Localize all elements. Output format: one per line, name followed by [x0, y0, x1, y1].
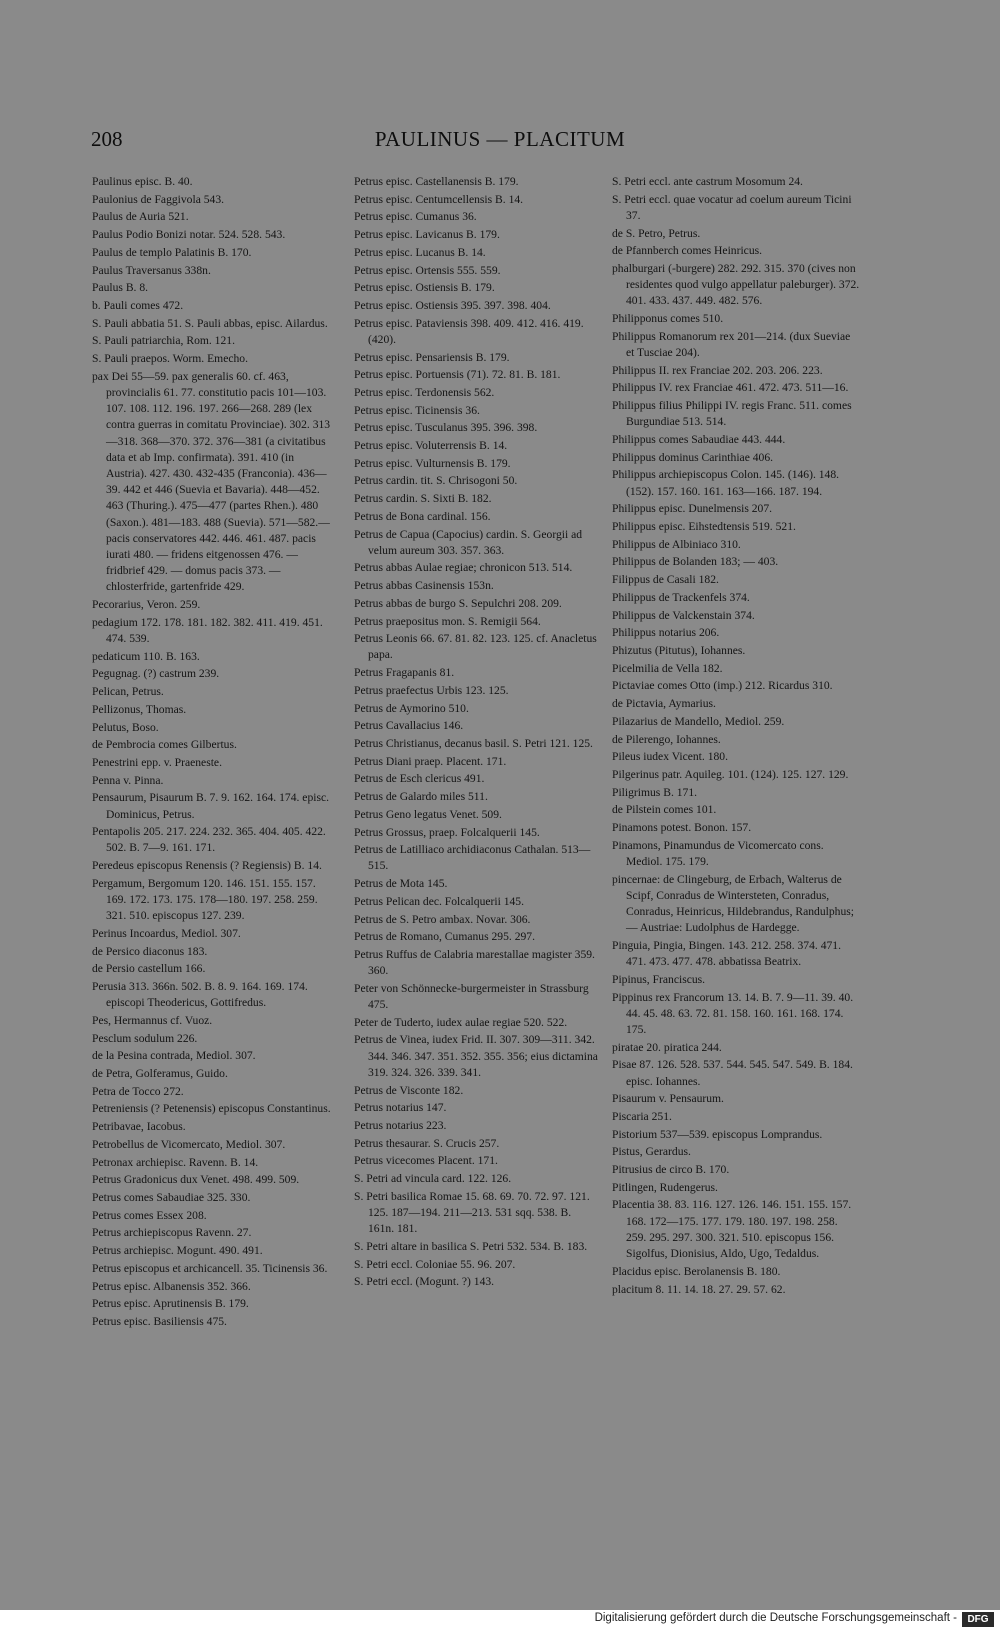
- index-entry: Pictaviae comes Otto (imp.) 212. Ricardus 310.: [612, 679, 833, 693]
- index-entry: b. Pauli comes 472.: [92, 298, 184, 312]
- index-entry: pincernae: de Clingeburg, de Erbach, Walterus de Scipf, Conradus de Wintersteten, Conradus, Conradus, Heinricus, Hildebrandus, Randulphus; — Austriae: Ludolphus de Hardegge.: [612, 872, 854, 935]
- index-entry: Pinguia, Pingia, Bingen. 143. 212. 258. 374. 471. 471. 473. 477. 478. abbatissa Beatrix.: [612, 938, 841, 969]
- index-entry: de S. Petro, Petrus.: [612, 226, 701, 240]
- index-entry: Piligrimus B. 171.: [612, 785, 698, 799]
- index-entry: Paulus de Auria 521.: [92, 210, 189, 224]
- index-entry: Picelmilia de Vella 182.: [612, 661, 723, 675]
- index-entry: Peredeus episcopus Renensis (? Regiensis) B. 14.: [92, 859, 322, 873]
- index-entry: Petra de Tocco 272.: [92, 1084, 184, 1098]
- index-entry: Petrus de Capua (Capocius) cardin. S. Georgii ad velum aureum 303. 357. 363.: [354, 527, 583, 557]
- index-entry: Pileus iudex Vicent. 180.: [612, 750, 728, 764]
- index-entry: Philippus dominus Carinthiae 406.: [612, 450, 774, 464]
- index-entry: Petrus archiepisc. Mogunt. 490. 491.: [92, 1244, 263, 1258]
- index-entry: de Pilstein comes 101.: [612, 803, 717, 817]
- index-entry: Penestrini epp. v. Praeneste.: [92, 755, 222, 769]
- index-entry: Petrus episc. Castellanensis B. 179.: [354, 175, 519, 188]
- index-entry: Philippus II. rex Franciae 202. 203. 206. 223.: [612, 363, 823, 377]
- index-entry: Petrus episc. Voluterrensis B. 14.: [354, 439, 508, 453]
- index-column-3: [612, 174, 860, 1299]
- index-entry: Petrus episc. Centumcellensis B. 14.: [354, 192, 524, 206]
- index-entry: Petrus thesaurar. S. Crucis 257.: [354, 1136, 500, 1150]
- index-entry: Pensaurum, Pisaurum B. 7. 9. 162. 164. 174. episc. Dominicus, Petrus.: [92, 791, 330, 821]
- index-entry: Pilazarius de Mandello, Mediol. 259.: [612, 714, 785, 728]
- index-entry: Phizutus (Pitutus), Iohannes.: [612, 643, 746, 657]
- index-entry: Pilgerinus patr. Aquileg. 101. (124). 125. 127. 129.: [612, 767, 849, 781]
- index-entry: S. Pauli praepos. Worm. Emecho.: [92, 352, 248, 366]
- index-entry: Petrus de Mota 145.: [354, 877, 448, 891]
- index-entry: Pelutus, Boso.: [92, 720, 159, 734]
- index-entry: Pipinus, Franciscus.: [612, 972, 706, 986]
- index-entry: Petrus de Esch clericus 491.: [354, 772, 485, 786]
- index-entry: Petrus episc. Basiliensis 475.: [92, 1314, 227, 1328]
- index-entry: de Persico diaconus 183.: [92, 944, 208, 958]
- index-entry: S. Pauli abbatia 51. S. Pauli abbas, episc. Ailardus.: [92, 316, 328, 330]
- index-entry: Petrus praefectus Urbis 123. 125.: [354, 683, 509, 697]
- index-entry: Petrus de Visconte 182.: [354, 1083, 464, 1097]
- index-entry: Petrus abbas de burgo S. Sepulchri 208. 209.: [354, 596, 562, 610]
- index-entry: Petrus de Galardo miles 511.: [354, 790, 488, 804]
- index-entry: phalburgari (-burgere) 282. 292. 315. 370 (cives non residentes quod vulgo appellatur paleburger). 372. 401. 433. 437. 449. 482. 576.: [612, 262, 860, 308]
- index-entry: Petrus Cavallacius 146.: [354, 719, 464, 733]
- index-entry: Philippus notarius 206.: [612, 626, 720, 640]
- index-entry: Petrus episc. Cumanus 36.: [354, 210, 477, 224]
- index-entry: Placidus episc. Berolanensis B. 180.: [612, 1264, 781, 1278]
- index-entry: de Pictavia, Aymarius.: [612, 697, 716, 711]
- index-entry: Petrus episc. Portuensis (71). 72. 81. B. 181.: [354, 368, 561, 382]
- index-entry: Philippus de Bolanden 183; — 403.: [612, 555, 779, 569]
- index-entry: Philippus archiepiscopus Colon. 145. (146). 148. (152). 157. 160. 161. 163—166. 187. 194.: [612, 468, 840, 498]
- index-entry: Petrus praepositus mon. S. Remigii 564.: [354, 614, 541, 628]
- index-column-1: [92, 174, 337, 1332]
- index-entry: piratae 20. piratica 244.: [612, 1040, 722, 1054]
- index-entry: Pegugnag. (?) castrum 239.: [92, 667, 220, 681]
- index-entry: Petrus episc. Pensariensis B. 179.: [354, 350, 510, 364]
- index-entry: Petrus episcopus et archicancell. 35. Ticinensis 36.: [92, 1261, 328, 1275]
- index-entry: Petrus Fragapanis 81.: [354, 666, 455, 680]
- index-entry: Pesclum sodulum 226.: [92, 1031, 198, 1045]
- index-entry: Petrus de Romano, Cumanus 295. 297.: [354, 930, 535, 944]
- index-entry: Philippus episc. Eihstedtensis 519. 521.: [612, 520, 796, 534]
- index-entry: Pes, Hermannus cf. Vuoz.: [92, 1013, 213, 1027]
- index-entry: Petreniensis (? Petenensis) episcopus Constantinus.: [92, 1102, 331, 1116]
- index-entry: Penna v. Pinna.: [92, 773, 164, 787]
- index-entry: Paulonius de Faggivola 543.: [92, 192, 225, 206]
- index-entry: Petrus episc. Lucanus B. 14.: [354, 245, 486, 259]
- index-entry: Pisae 87. 126. 528. 537. 544. 545. 547. 549. B. 184. episc. Iohannes.: [612, 1058, 853, 1088]
- index-entry: Petrus Leonis 66. 67. 81. 82. 123. 125. cf. Anacletus papa.: [354, 632, 597, 662]
- index-entry: Petribavae, Iacobus.: [92, 1120, 186, 1134]
- index-entry: Petrus Diani praep. Placent. 171.: [354, 754, 507, 768]
- index-entry: Perusia 313. 366n. 502. B. 8. 9. 164. 169. 174. episcopi Theodericus, Gottifredus.: [92, 980, 308, 1010]
- index-entry: Petrus episc. Aprutinensis B. 179.: [92, 1297, 249, 1311]
- index-entry: Petrus Ruffus de Calabria marestallae magister 359. 360.: [354, 947, 595, 978]
- index-entry: de Petra, Golferamus, Guido.: [92, 1067, 228, 1081]
- index-entry: Piscaria 251.: [612, 1109, 672, 1123]
- index-entry: Pitrusius de circo B. 170.: [612, 1163, 730, 1177]
- index-entry: S. Petri eccl. quae vocatur ad coelum aureum Ticini 37.: [612, 192, 852, 222]
- index-entry: Pistorium 537—539. episcopus Lomprandus.: [612, 1127, 823, 1141]
- index-entry: Philippus episc. Dunelmensis 207.: [612, 502, 773, 516]
- index-entry: Peter von Schönnecke-burgermeister in Strassburg 475.: [354, 981, 589, 1012]
- index-entry: Pergamum, Bergomum 120. 146. 151. 155. 157. 169. 172. 173. 175. 178—180. 197. 258. 259. 321. 510. episcopus 127. 239.: [92, 876, 318, 923]
- index-entry: S. Petri eccl. ante castrum Mosomum 24.: [612, 175, 803, 188]
- index-entry: Paulinus episc. B. 40.: [92, 175, 193, 188]
- index-entry: Petrus episc. Ortensis 555. 559.: [354, 263, 501, 277]
- running-head: PAULINUS — PLACITUM: [374, 127, 626, 151]
- index-entry: Petrus Grossus, praep. Folcalquerii 145.: [354, 825, 540, 839]
- index-entry: Petrus episc. Lavicanus B. 179.: [354, 228, 500, 242]
- index-entry: pedaticum 110. B. 163.: [92, 649, 200, 663]
- index-entry: de Pilerengo, Iohannes.: [612, 732, 721, 746]
- index-column-2: [354, 174, 600, 1292]
- index-entry: Philippus de Trackenfels 374.: [612, 590, 750, 604]
- index-entry: Philippus de Albiniaco 310.: [612, 537, 741, 551]
- index-entry: de la Pesina contrada, Mediol. 307.: [92, 1049, 256, 1063]
- index-entry: Pisaurum v. Pensaurum.: [612, 1092, 724, 1106]
- index-entry: Petrus de Latilliaco archidiaconus Cathalan. 513—515.: [354, 843, 591, 873]
- index-entry: Pitlingen, Rudengerus.: [612, 1180, 718, 1194]
- index-entry: Pippinus rex Francorum 13. 14. B. 7. 9—11. 39. 40. 44. 45. 48. 63. 72. 81. 158. 160. 161. 168. 174. 175.: [612, 990, 854, 1036]
- index-entry: Pelican, Petrus.: [92, 685, 164, 699]
- index-entry: Placentia 38. 83. 116. 127. 126. 146. 151. 155. 157. 168. 172—175. 177. 179. 180. 197. 198. 258. 259. 295. 297. 300. 321. 510. episcopus 156. Sigolfus, Dionisius, Aldo, Ugo, Tedaldus.: [612, 1198, 852, 1261]
- index-entry: Paulus Traversanus 338n.: [92, 263, 211, 277]
- index-entry: Petrus Geno legatus Venet. 509.: [354, 807, 502, 821]
- index-entry: Petrus archiepiscopus Ravenn. 27.: [92, 1226, 252, 1240]
- index-entry: S. Petri basilica Romae 15. 68. 69. 70. 72. 97. 121. 125. 187—194. 211—213. 531 sqq. 538. B. 161n. 181.: [354, 1189, 590, 1236]
- index-entry: Petrus de Vinea, iudex Frid. II. 307. 309—311. 342. 344. 346. 347. 351. 352. 355. 356; eius dictamina 319. 324. 326. 339. 341.: [354, 1033, 598, 1079]
- index-entry: Petrus notarius 147.: [354, 1101, 447, 1115]
- dfg-logo-icon: DFG: [962, 1612, 994, 1627]
- index-entry: Philippus IV. rex Franciae 461. 472. 473. 511—16.: [612, 381, 849, 395]
- index-entry: pax Dei 55—59. pax generalis 60. cf. 463, provincialis 61. 77. constitutio pacis 101—103. 107. 108. 112. 196. 197. 266—268. 289 (lex contra guerras in comitatu Provinciae). 302. 313—318. 368—370. 372. 376—381 (a civitatibus data et ab Imp. confirmata). 391. 410 (in Austria). 427. 430. 432-435 (Franconia). 436—39. 442 et 446 (Suevia et Bavaria). 448—452. 463 (Thuring.). 475—477 (partes Rhen.). 480 (Saxon.). 481—183. 488 (Suevia). 571—582.— pacis conservatores 442. 446. 461. 487. pacis iurati 480. — fridens eitgenossen 476. — fridbrief 429. — domus pacis 373. — chlosterfride, gartenfride 429.: [92, 369, 331, 594]
- index-entry: Pinamons, Pinamundus de Vicomercato cons. Mediol. 175. 179.: [612, 838, 824, 868]
- index-entry: Petrus cardin. tit. S. Chrisogoni 50.: [354, 474, 518, 488]
- index-entry: S. Petri altare in basilica S. Petri 532. 534. B. 183.: [354, 1239, 588, 1253]
- index-entry: pedagium 172. 178. 181. 182. 382. 411. 419. 451. 474. 539.: [92, 615, 323, 645]
- index-entry: Petrus vicecomes Placent. 171.: [354, 1154, 498, 1168]
- index-entry: S. Pauli patriarchia, Rom. 121.: [92, 334, 235, 348]
- index-entry: Petrus comes Sabaudiae 325. 330.: [92, 1190, 251, 1204]
- index-entry: Petrus de Bona cardinal. 156.: [354, 509, 491, 523]
- index-entry: Petrus abbas Casinensis 153n.: [354, 579, 494, 593]
- funding-credit: Digitalisierung gefördert durch die Deutsche Forschungsgemeinschaft -: [594, 1612, 957, 1624]
- index-entry: Petrus episc. Vulturnensis B. 179.: [354, 456, 511, 470]
- index-entry: Pinamons potest. Bonon. 157.: [612, 821, 752, 835]
- index-entry: de Persio castellum 166.: [92, 962, 206, 976]
- index-entry: Petrus abbas Aulae regiae; chronicon 513. 514.: [354, 561, 573, 575]
- index-entry: de Pfannberch comes Heinricus.: [612, 244, 763, 258]
- index-entry: Petrus episc. Terdonensis 562.: [354, 385, 495, 399]
- page-number: 208: [91, 127, 123, 151]
- index-entry: Petrus cardin. S. Sixti B. 182.: [354, 492, 492, 506]
- index-entry: Paulus de templo Palatinis B. 170.: [92, 245, 252, 259]
- index-entry: Petrobellus de Vicomercato, Mediol. 307.: [92, 1137, 286, 1151]
- digitization-footer: [0, 1610, 1000, 1631]
- index-entry: S. Petri ad vincula card. 122. 126.: [354, 1172, 512, 1186]
- index-entry: Philipponus comes 510.: [612, 312, 724, 326]
- index-entry: Philippus de Valckenstain 374.: [612, 608, 755, 622]
- index-entry: Philippus filius Philippi IV. regis Franc. 511. comes Burgundiae 513. 514.: [612, 399, 852, 429]
- index-entry: Petrus episc. Ostiensis B. 179.: [354, 281, 495, 295]
- index-entry: Petrus episc. Ostiensis 395. 397. 398. 404.: [354, 298, 551, 312]
- index-entry: Perinus Incoardus, Mediol. 307.: [92, 926, 241, 940]
- index-entry: Paulus Podio Bonizi notar. 524. 528. 543.: [92, 228, 286, 242]
- index-entry: Petrus episc. Ticinensis 36.: [354, 403, 480, 417]
- index-entry: S. Petri eccl. (Mogunt. ?) 143.: [354, 1275, 495, 1289]
- index-entry: Petrus episc. Tusculanus 395. 396. 398.: [354, 421, 538, 435]
- index-entry: Pentapolis 205. 217. 224. 232. 365. 404. 405. 422. 502. B. 7—9. 161. 171.: [92, 825, 326, 855]
- index-entry: Pecorarius, Veron. 259.: [92, 598, 201, 612]
- index-entry: Philippus comes Sabaudiae 443. 444.: [612, 433, 786, 447]
- index-entry: Petrus comes Essex 208.: [92, 1208, 207, 1222]
- index-entry: Pistus, Gerardus.: [612, 1145, 691, 1159]
- index-entry: Petrus de Aymorino 510.: [354, 701, 469, 715]
- index-entry: Pellizonus, Thomas.: [92, 702, 187, 716]
- index-entry: Petrus Christianus, decanus basil. S. Petri 121. 125.: [354, 737, 593, 750]
- index-entry: Petrus notarius 223.: [354, 1118, 447, 1132]
- index-entry: Filippus de Casali 182.: [612, 573, 719, 587]
- index-entry: Petrus Gradonicus dux Venet. 498. 499. 509.: [92, 1173, 300, 1187]
- index-entry: Peter de Tuderto, iudex aulae regiae 520. 522.: [354, 1015, 568, 1029]
- index-entry: Philippus Romanorum rex 201—214. (dux Sueviae et Tusciae 204).: [612, 329, 851, 360]
- index-entry: S. Petri eccl. Coloniae 55. 96. 207.: [354, 1257, 516, 1271]
- index-entry: Paulus B. 8.: [92, 281, 149, 295]
- index-entry: Petronax archiepisc. Ravenn. B. 14.: [92, 1155, 259, 1169]
- index-entry: Petrus episc. Albanensis 352. 366.: [92, 1279, 251, 1293]
- index-entry: Petrus de S. Petro ambax. Novar. 306.: [354, 912, 531, 926]
- index-entry: Petrus episc. Pataviensis 398. 409. 412. 416. 419. (420).: [354, 316, 584, 346]
- index-entry: placitum 8. 11. 14. 18. 27. 29. 57. 62.: [612, 1282, 786, 1296]
- index-entry: de Pembrocia comes Gilbertus.: [92, 738, 237, 752]
- index-entry: Petrus Pelican dec. Folcalquerii 145.: [354, 894, 525, 908]
